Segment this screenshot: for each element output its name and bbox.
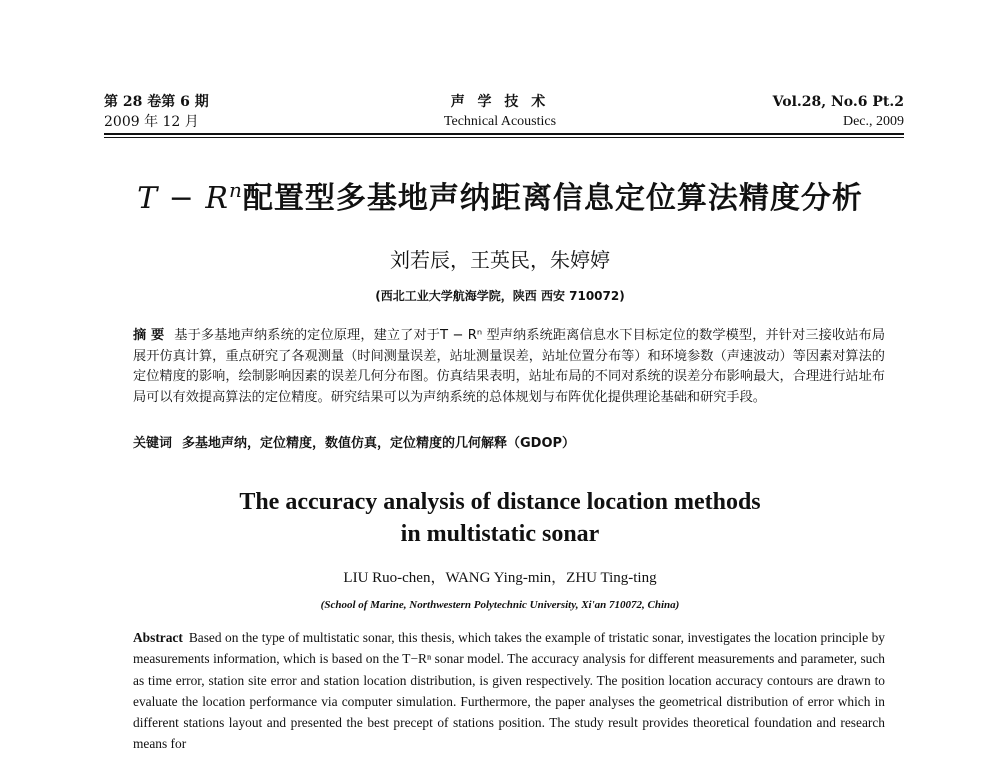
keywords-cn-label: 关键词	[133, 436, 173, 451]
abstract-cn-label: 摘 要	[133, 328, 165, 343]
affiliation-en: (School of Marine, Northwestern Polytechnic University, Xi'an 710072, China)	[320, 599, 680, 611]
title-en-line2: in multistatic sonar	[400, 521, 600, 547]
title-en-line1: The accuracy analysis of distance location methods	[239, 489, 761, 515]
affiliation-cn: (西北工业大学航海学院，陕西 西安 710072)	[375, 289, 625, 303]
authors-en: LIU Ruo-chen，WANG Ying-min，ZHU Ting-ting	[343, 570, 657, 586]
title-math-sup: n	[228, 178, 243, 202]
date-en: Dec., 2009	[842, 114, 904, 129]
abstract-en-label: Abstract	[133, 630, 183, 645]
volume-issue-cn: 第 28 卷第 6 期	[104, 94, 209, 110]
header-rule-thick	[104, 133, 904, 135]
page-title-en	[100, 486, 900, 550]
keywords-cn-text: 多基地声纳，定位精度，数值仿真，定位精度的几何解释（GDOP）	[182, 436, 576, 451]
abstract-en	[133, 627, 885, 755]
title-cn-text: 配置型多基地声纳距离信息定位算法精度分析	[242, 181, 863, 216]
authors-cn: 刘若辰，王英民，朱婷婷	[390, 248, 610, 272]
title-math-prefix: T − R	[137, 181, 229, 216]
page-title-cn	[80, 170, 920, 219]
volume-issue-en: Vol.28, No.6 Pt.2	[772, 94, 904, 110]
date-cn: 2009 年 12 月	[104, 114, 199, 130]
journal-name-en: Technical Acoustics	[443, 114, 557, 129]
abstract-en-text: Based on the type of multistatic sonar, this thesis, which takes the example of tristatic sonar, investigates the location principle by measurements information, which is based on the T−Rⁿ sonar model. The accuracy analysis for different measurements and parameter, such as time error, station site error and station location distribution, is given respectively. The position location accuracy contours are drawn to evaluate the location performance via computer simulation. Furthermore, the paper analyses the geometrical distribution of error which in different stations layout and presented the best precept of stations position. The study result provides theoretical foundation and research means for	[133, 630, 885, 752]
journal-name-cn: 声 学 技 术	[450, 94, 550, 110]
keywords-cn	[133, 434, 885, 454]
header-rule-thin	[104, 137, 904, 138]
abstract-cn	[133, 326, 885, 408]
abstract-cn-text: 基于多基地声纳系统的定位原理，建立了对于T − Rⁿ 型声纳系统距离信息水下目标定位的数学模型，并针对三接收站布局展开仿真计算，重点研究了各观测量（时间测量误差，站址测量误差，站址位置分布等）和环境参数（声速波动）等因素对算法的定位精度的影响，绘制影响因素的误差几何分布图。仿真结果表明，站址布局的不同对系统的误差分布影响最大，合理进行站址布局可以有效提高算法的定位精度。研究结果可以为声纳系统的总体规划与布阵优化提供理论基础和研究手段。	[133, 328, 886, 405]
